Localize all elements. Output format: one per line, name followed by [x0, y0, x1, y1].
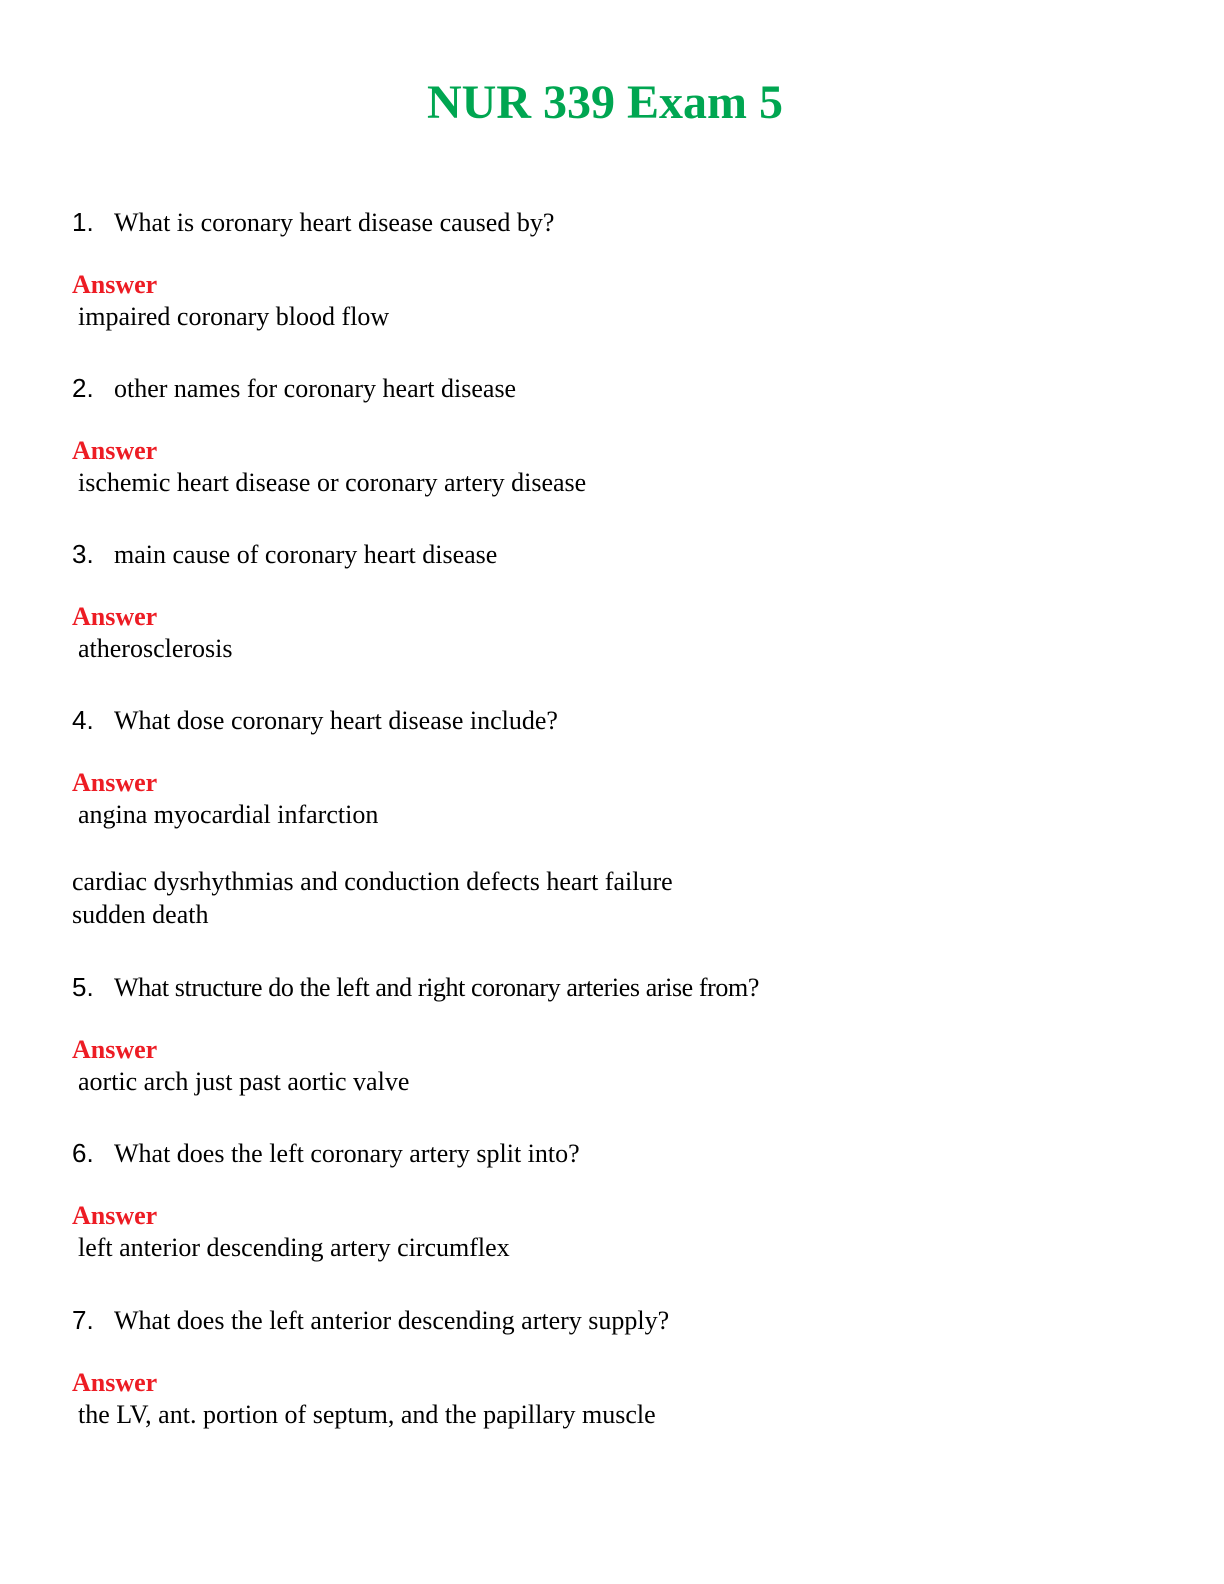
question-text: What does the left coronary artery split into?	[114, 1139, 580, 1168]
question-text: other names for coronary heart disease	[114, 374, 517, 403]
question-item-2	[72, 372, 1152, 499]
answer-label: Answer	[72, 270, 158, 299]
answer-text: aortic arch just past aortic valve	[78, 1067, 410, 1096]
answer-label: Answer	[72, 602, 158, 631]
question-item-3	[72, 538, 1152, 665]
answer-text: angina myocardial infarction	[78, 800, 379, 829]
question-text: What does the left anterior descending artery supply?	[114, 1306, 670, 1335]
answer-label: Answer	[72, 1201, 158, 1230]
question-text: What is coronary heart disease caused by?	[114, 208, 555, 237]
question-text: main cause of coronary heart disease	[114, 540, 498, 569]
question-number: 7.	[72, 1305, 94, 1335]
answer-text: left anterior descending artery circumflex	[78, 1233, 510, 1262]
question-text: What structure do the left and right coronary arteries arise from?	[114, 973, 759, 1002]
question-number: 1.	[72, 207, 94, 237]
answer-extra-text	[72, 865, 1152, 931]
question-item-5	[72, 971, 1152, 1098]
answer-label: Answer	[72, 768, 158, 797]
question-text: What dose coronary heart disease include?	[114, 706, 558, 735]
answer-extra-line: sudden death	[72, 900, 209, 929]
answer-extra-line: cardiac dysrhythmias and conduction defects heart failure	[72, 867, 673, 896]
question-line	[72, 372, 1152, 404]
question-number: 2.	[72, 373, 94, 403]
question-line	[72, 704, 1152, 736]
page-title: NUR 339 Exam 5	[427, 76, 783, 129]
question-item-7	[72, 1304, 1152, 1431]
answer-label: Answer	[72, 1368, 158, 1397]
question-item-4	[72, 704, 1152, 931]
answer-text: the LV, ant. portion of septum, and the papillary muscle	[78, 1400, 656, 1429]
question-line	[72, 206, 1152, 238]
answer-text: ischemic heart disease or coronary artery disease	[78, 468, 587, 497]
answer-text: atherosclerosis	[78, 634, 233, 663]
answer-label: Answer	[72, 436, 158, 465]
question-item-1	[72, 206, 1152, 333]
question-line	[72, 1304, 1152, 1336]
answer-text: impaired coronary blood flow	[78, 302, 390, 331]
question-line	[72, 971, 1152, 1003]
question-number: 3.	[72, 539, 94, 569]
question-number: 6.	[72, 1138, 94, 1168]
question-line	[72, 538, 1152, 570]
question-item-6	[72, 1137, 1152, 1264]
answer-label: Answer	[72, 1035, 158, 1064]
question-line	[72, 1137, 1152, 1169]
question-number: 5.	[72, 972, 94, 1002]
question-number: 4.	[72, 705, 94, 735]
